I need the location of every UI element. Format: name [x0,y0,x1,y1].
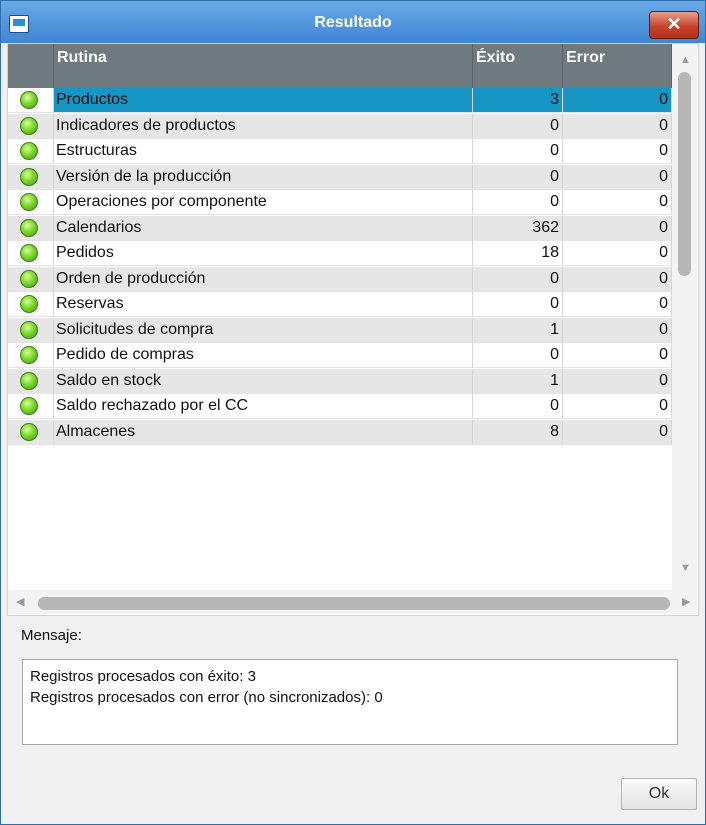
error-count-cell: 0 [563,318,672,343]
window-title: Resultado [314,14,392,31]
row-status-cell [8,292,54,317]
success-count-cell: 1 [473,369,563,394]
green-status-led-icon [20,142,38,160]
green-status-led-icon [20,423,38,441]
header-routine[interactable]: Rutina [54,44,473,88]
green-status-led-icon [20,372,38,390]
vertical-scrollbar[interactable] [672,44,697,590]
table-row[interactable] [8,114,672,139]
ok-button[interactable]: Ok [621,778,697,810]
error-count-cell: 0 [563,165,672,190]
green-status-led-icon [20,270,38,288]
green-status-led-icon [20,193,38,211]
header-status-column[interactable] [8,44,54,88]
success-count-cell: 3 [473,88,563,113]
table-row[interactable] [8,394,672,419]
routine-name-cell: Pedidos [54,241,473,266]
green-status-led-icon [20,321,38,339]
row-status-cell [8,241,54,266]
row-status-cell [8,343,54,368]
horizontal-scrollbar[interactable] [8,590,697,614]
table-row[interactable] [8,318,672,343]
title-bar [1,1,705,43]
message-textarea[interactable] [22,659,678,745]
green-status-led-icon [20,219,38,237]
error-count-cell: 0 [563,343,672,368]
routine-name-cell: Pedido de compras [54,343,473,368]
table-row[interactable] [8,292,672,317]
close-button[interactable]: ✕ [649,11,699,39]
header-success[interactable]: Éxito [473,44,563,88]
green-status-led-icon [20,397,38,415]
table-row[interactable] [8,267,672,292]
routine-name-cell: Saldo en stock [54,369,473,394]
table-row[interactable] [8,190,672,215]
table-row[interactable] [8,343,672,368]
routine-name-cell: Solicitudes de compra [54,318,473,343]
routine-name-cell: Versión de la producción [54,165,473,190]
scroll-down-arrow-icon[interactable]: ▼ [680,562,691,574]
row-status-cell [8,139,54,164]
row-status-cell [8,394,54,419]
error-count-cell: 0 [563,292,672,317]
scroll-left-arrow-icon[interactable]: ◀ [16,596,25,608]
table-row[interactable] [8,88,672,113]
routine-name-cell: Reservas [54,292,473,317]
success-count-cell: 0 [473,343,563,368]
green-status-led-icon [20,295,38,313]
success-count-cell: 0 [473,394,563,419]
horizontal-scroll-thumb[interactable] [38,597,670,610]
scroll-right-arrow-icon[interactable]: ▶ [682,596,691,608]
row-status-cell [8,165,54,190]
routine-name-cell: Operaciones por componente [54,190,473,215]
success-count-cell: 362 [473,216,563,241]
success-count-cell: 0 [473,292,563,317]
routine-name-cell: Estructuras [54,139,473,164]
row-status-cell [8,318,54,343]
header-error[interactable]: Error [563,44,672,88]
results-grid [7,43,699,616]
error-count-cell: 0 [563,369,672,394]
error-count-cell: 0 [563,241,672,266]
grid-viewport [8,44,672,590]
table-row[interactable] [8,165,672,190]
error-count-cell: 0 [563,114,672,139]
scroll-up-arrow-icon[interactable]: ▲ [680,54,691,66]
error-count-cell: 0 [563,139,672,164]
green-status-led-icon [20,168,38,186]
row-status-cell [8,88,54,113]
row-status-cell [8,216,54,241]
routine-name-cell: Productos [54,88,473,113]
green-status-led-icon [20,244,38,262]
routine-name-cell: Saldo rechazado por el CC [54,394,473,419]
message-line-error: Registros procesados con error (no sincronizados): 0 [30,689,383,706]
error-count-cell: 0 [563,394,672,419]
message-line-success: Registros procesados con éxito: 3 [30,668,256,685]
success-count-cell: 8 [473,420,563,445]
row-status-cell [8,190,54,215]
error-count-cell: 0 [563,267,672,292]
table-row[interactable] [8,241,672,266]
error-count-cell: 0 [563,420,672,445]
row-status-cell [8,267,54,292]
table-row[interactable] [8,420,672,445]
success-count-cell: 18 [473,241,563,266]
green-status-led-icon [20,91,38,109]
routine-name-cell: Orden de producción [54,267,473,292]
vertical-scroll-thumb[interactable] [678,72,691,276]
green-status-led-icon [20,117,38,135]
success-count-cell: 0 [473,190,563,215]
row-status-cell [8,420,54,445]
row-status-cell [8,114,54,139]
routine-name-cell: Calendarios [54,216,473,241]
message-label: Mensaje: [21,627,82,644]
error-count-cell: 0 [563,216,672,241]
table-row[interactable] [8,369,672,394]
error-count-cell: 0 [563,190,672,215]
success-count-cell: 0 [473,139,563,164]
error-count-cell: 0 [563,88,672,113]
table-row[interactable] [8,216,672,241]
green-status-led-icon [20,346,38,364]
table-row[interactable] [8,139,672,164]
success-count-cell: 1 [473,318,563,343]
success-count-cell: 0 [473,267,563,292]
routine-name-cell: Indicadores de productos [54,114,473,139]
success-count-cell: 0 [473,165,563,190]
routine-name-cell: Almacenes [54,420,473,445]
success-count-cell: 0 [473,114,563,139]
row-status-cell [8,369,54,394]
